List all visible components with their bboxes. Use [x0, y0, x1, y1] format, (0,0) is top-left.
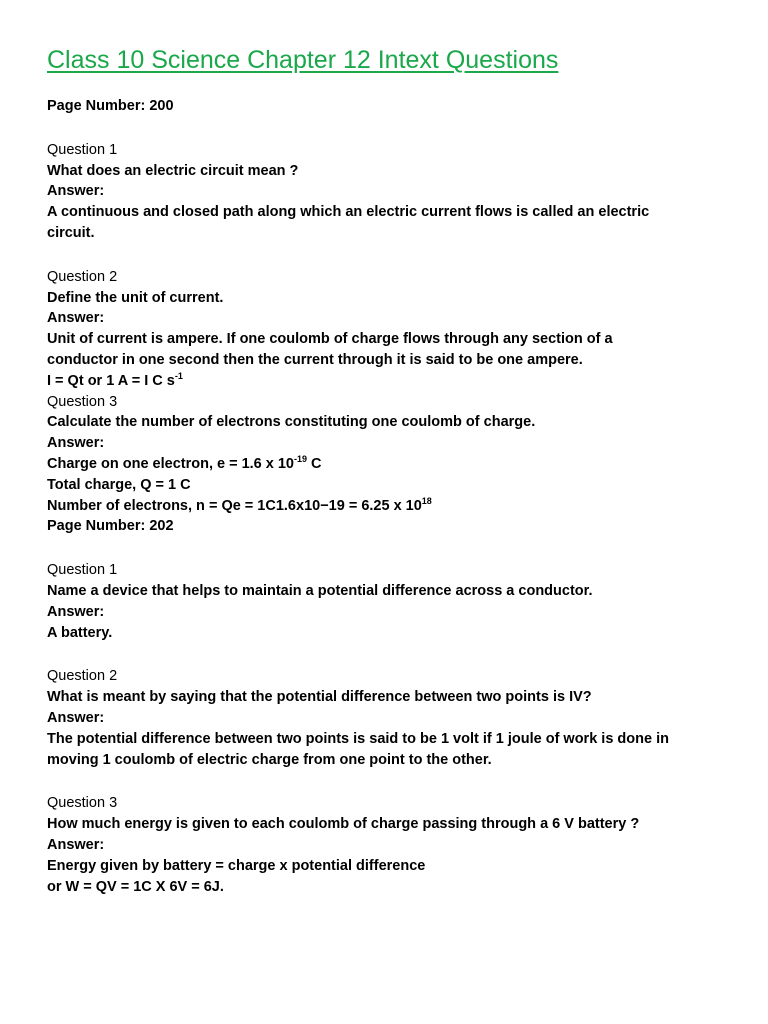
answer-text: [47, 496, 738, 517]
spacer: [47, 770, 738, 793]
spacer: [47, 117, 738, 140]
charge-exponent: -19: [294, 454, 308, 465]
answer-text: A battery.: [47, 624, 113, 641]
question-text: Name a device that helps to maintain a potential difference across a conductor.: [47, 582, 593, 599]
answer-text: Total charge, Q = 1 C: [47, 476, 191, 493]
question-label: Question 3: [47, 795, 118, 812]
spacer: [47, 537, 738, 560]
question-text: Calculate the number of electrons constituting one coulomb of charge.: [47, 414, 536, 431]
spacer: [47, 244, 738, 267]
answer-text: or W = QV = 1C X 6V = 6J.: [47, 878, 224, 895]
answer-text: conductor in one second then the current through it is said to be one ampere.: [47, 351, 583, 368]
question-text: Define the unit of current.: [47, 289, 224, 306]
charge-base: Charge on one electron, e = 1.6 x 10: [47, 455, 294, 472]
question-text: What does an electric circuit mean ?: [47, 162, 299, 179]
question-label: Question 2: [47, 668, 118, 685]
question-label: Question 1: [47, 562, 118, 579]
spacer: [47, 643, 738, 666]
answer-text: Unit of current is ampere. If one coulomb of charge flows through any section of a: [47, 331, 613, 348]
page-number-200: Page Number: 200: [47, 98, 174, 114]
answer-text: [47, 454, 738, 475]
answer-text: Energy given by battery = charge x potential difference: [47, 857, 426, 874]
formula-line: [47, 371, 738, 392]
answer-label: Answer:: [47, 603, 105, 620]
question-label: Question 2: [47, 268, 118, 285]
answer-label: Answer:: [47, 709, 105, 726]
question-label: Question 3: [47, 393, 118, 410]
answer-text: circuit.: [47, 224, 95, 241]
question-text: What is meant by saying that the potential difference between two points is IV?: [47, 689, 592, 706]
question-text: How much energy is given to each coulomb of charge passing through a 6 V battery ?: [47, 816, 640, 833]
answer-text: The potential difference between two points is said to be 1 volt if 1 joule of work is done in: [47, 730, 669, 747]
electrons-exponent: 18: [421, 495, 432, 506]
charge-unit: C: [307, 455, 322, 472]
page-title: Class 10 Science Chapter 12 Intext Questions: [47, 46, 559, 74]
formula-base: I = Qt or 1 A = I C s: [47, 372, 175, 389]
answer-text: moving 1 coulomb of electric charge from one point to the other.: [47, 751, 492, 768]
answer-label: Answer:: [47, 836, 105, 853]
answer-label: Answer:: [47, 183, 105, 200]
answer-label: Answer:: [47, 310, 105, 327]
formula-exponent: -1: [174, 370, 183, 381]
answer-label: Answer:: [47, 435, 105, 452]
answer-text: A continuous and closed path along which an electric current flows is called an electric: [47, 204, 650, 221]
electrons-base: Number of electrons, n = Qe = 1C1.6x10−19 = 6.25 x 10: [47, 497, 422, 514]
question-label: Question 1: [47, 141, 118, 158]
page-number-202: Page Number: 202: [47, 518, 174, 535]
